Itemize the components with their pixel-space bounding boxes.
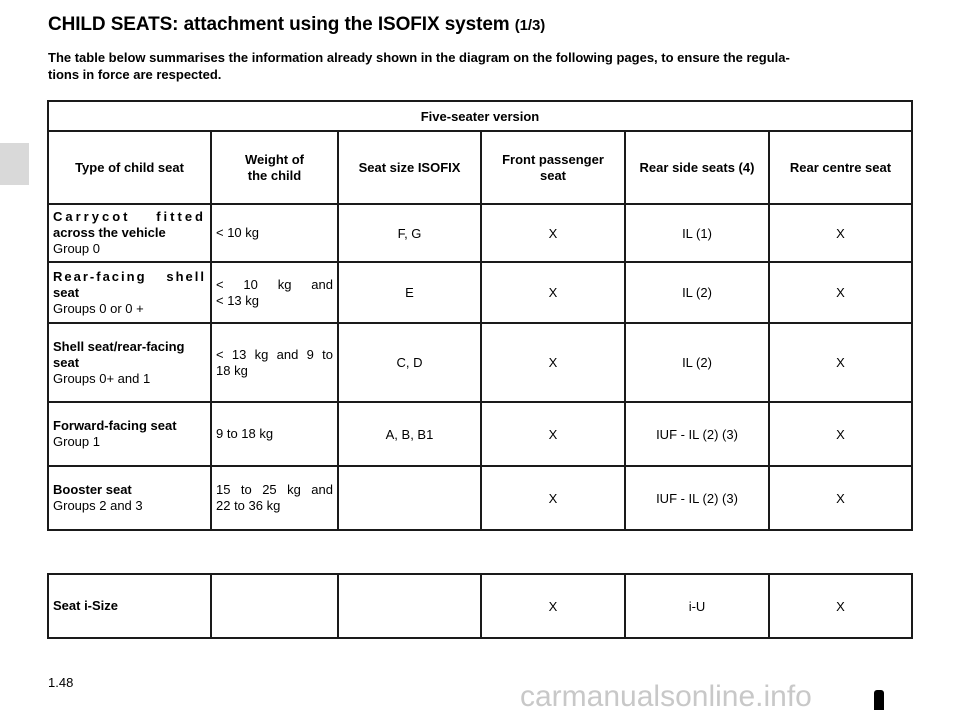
front-seat-cell: X <box>481 402 625 466</box>
rear-centre-cell: X <box>769 574 912 638</box>
version-heading: Five-seater version <box>48 101 912 131</box>
seat-type-cell: Shell seat/rear-facing seat Groups 0+ and 1 <box>48 323 211 402</box>
version-row <box>48 101 912 131</box>
table-row <box>48 262 912 323</box>
rear-centre-cell: X <box>769 204 912 262</box>
seat-type-name: Seat i-Size <box>53 598 119 613</box>
weight-cell <box>211 574 338 638</box>
corner-mark <box>874 690 884 710</box>
seat-group: Groups 0+ and 1 <box>53 370 151 386</box>
col-header-size: Seat size ISOFIX <box>338 131 481 204</box>
front-seat-cell: X <box>481 323 625 402</box>
rear-side-cell: IL (2) <box>625 323 769 402</box>
isofix-table <box>47 100 913 531</box>
weight-cell: 9 to 18 kg <box>211 402 338 466</box>
seat-group: Group 0 <box>53 241 100 256</box>
front-seat-cell: X <box>481 466 625 530</box>
page-number: 1.48 <box>48 675 74 690</box>
table-row <box>48 574 912 638</box>
rear-side-cell: IUF - IL (2) (3) <box>625 402 769 466</box>
weight-cell: < 13 kg and 9 to 18 kg <box>211 323 338 402</box>
seat-type-cell: Rear-facing shell seat Groups 0 or 0 + <box>48 262 211 323</box>
page-title <box>48 14 545 36</box>
seat-group: Group 1 <box>53 434 100 449</box>
front-seat-cell: X <box>481 574 625 638</box>
intro-text: The table below summarises the information already shown in the diagram on the following pages, to ensure the regula- tions in force are respected. <box>48 50 790 82</box>
rear-side-cell: IL (2) <box>625 262 769 323</box>
size-cell <box>338 466 481 530</box>
seat-type-cell <box>48 574 211 638</box>
rear-side-cell: IL (1) <box>625 204 769 262</box>
title-main: CHILD SEATS: attachment using the ISOFIX system <box>48 14 510 35</box>
seat-type-name: Booster seat <box>53 482 132 497</box>
seat-type-cell <box>48 466 211 530</box>
weight-cell: < 10 kg and < 13 kg <box>211 262 338 323</box>
rear-centre-cell: X <box>769 402 912 466</box>
title-part: (1/3) <box>514 17 546 34</box>
seat-group: Groups 0 or 0 + <box>53 300 144 316</box>
size-cell: F, G <box>338 204 481 262</box>
size-cell: C, D <box>338 323 481 402</box>
size-cell: E <box>338 262 481 323</box>
seat-type-cell <box>48 402 211 466</box>
col-header-weight: Weight of the child <box>211 131 338 204</box>
col-header-type: Type of child seat <box>48 131 211 204</box>
col-header-rear-side: Rear side seats (4) <box>625 131 769 204</box>
col-header-rear-centre: Rear centre seat <box>769 131 912 204</box>
rear-side-cell: IUF - IL (2) (3) <box>625 466 769 530</box>
front-seat-cell: X <box>481 204 625 262</box>
seat-type-name: Forward-facing seat <box>53 418 177 433</box>
seat-type-cell: Carrycot fitted across the vehicle Group 0 <box>48 204 211 262</box>
table-row <box>48 402 912 466</box>
size-cell: A, B, B1 <box>338 402 481 466</box>
chapter-tab <box>0 143 29 185</box>
rear-centre-cell: X <box>769 323 912 402</box>
rear-centre-cell: X <box>769 262 912 323</box>
table-row <box>48 323 912 402</box>
header-row <box>48 131 912 204</box>
rear-side-cell: i-U <box>625 574 769 638</box>
seat-group: Groups 2 and 3 <box>53 498 143 513</box>
table-row <box>48 204 912 262</box>
table-row <box>48 466 912 530</box>
front-seat-cell: X <box>481 262 625 323</box>
rear-centre-cell: X <box>769 466 912 530</box>
size-cell <box>338 574 481 638</box>
watermark: carmanualsonline.info <box>520 680 812 713</box>
col-header-front: Front passenger seat <box>481 131 625 204</box>
weight-cell: < 10 kg <box>211 204 338 262</box>
i-size-table <box>47 573 913 639</box>
weight-cell: 15 to 25 kg and 22 to 36 kg <box>211 466 338 530</box>
